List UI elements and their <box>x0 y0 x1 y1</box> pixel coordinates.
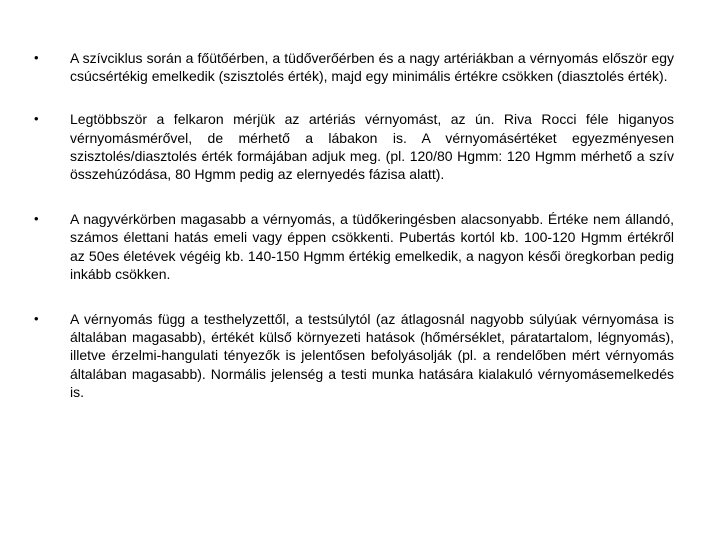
bullet-marker: • <box>34 311 39 327</box>
bullet-text: A vérnyomás függ a testhelyzettől, a testsúlytól (az átlagosnál nagyobb súlyúak vérnyomása is általában magasabb), értékét külső környezeti hatások (hőmérséklet, páratartalom, légnyomás), illetve érzelmi-hangulati tényezők is jelentősen befolyásolják (pl. a rendelőben mért vérnyomás általában magasabb). Normális jelenség a testi munka hatására kialakuló vérnyomásemelkedés is. <box>70 311 674 400</box>
bullet-item-circulation <box>34 210 674 283</box>
bullet-marker: • <box>34 50 39 65</box>
bullet-marker: • <box>34 211 39 227</box>
bullet-text: Legtöbbször a felkaron mérjük az artériás vérnyomást, az ún. Riva Rocci féle higanyos vérnyomásmérővel, de mérhető a lábakon is. A vérnyomásértéket egyezményesen szisztolés/diasztolés érték formájában adjuk meg. (pl. 120/80 Hgmm: 120 Hgmm mérhető a szív összehúzódása, 80 Hgmm pedig az elernyedés fázisa alatt). <box>70 111 674 183</box>
bullet-item-measurement <box>34 110 674 183</box>
bullet-text: A szívciklus során a főütőérben, a tüdőverőérben és a nagy artériákban a vérnyomás először egy csúcsértékig emelkedik (szisztolés érték), majd egy minimális értékre csökken (diasztolés érték). <box>70 50 674 85</box>
bullet-text: A nagyvérkörben magasabb a vérnyomás, a tüdőkeringésben alacsonyabb. Értéke nem állandó, számos élettani hatás emeli vagy éppen csökkenti. Pubertás kortól kb. 100-120 Hgmm értékről az 50es életévek végéig kb. 140-150 Hgmm értékig emelkedik, a nagyon késői öregkorban pedig inkább csökken. <box>70 211 674 282</box>
bullet-item-influencing-factors <box>34 310 674 401</box>
bullet-marker: • <box>34 111 39 127</box>
bullet-list <box>34 49 674 427</box>
bullet-item-systolic-diastolic <box>34 49 674 85</box>
